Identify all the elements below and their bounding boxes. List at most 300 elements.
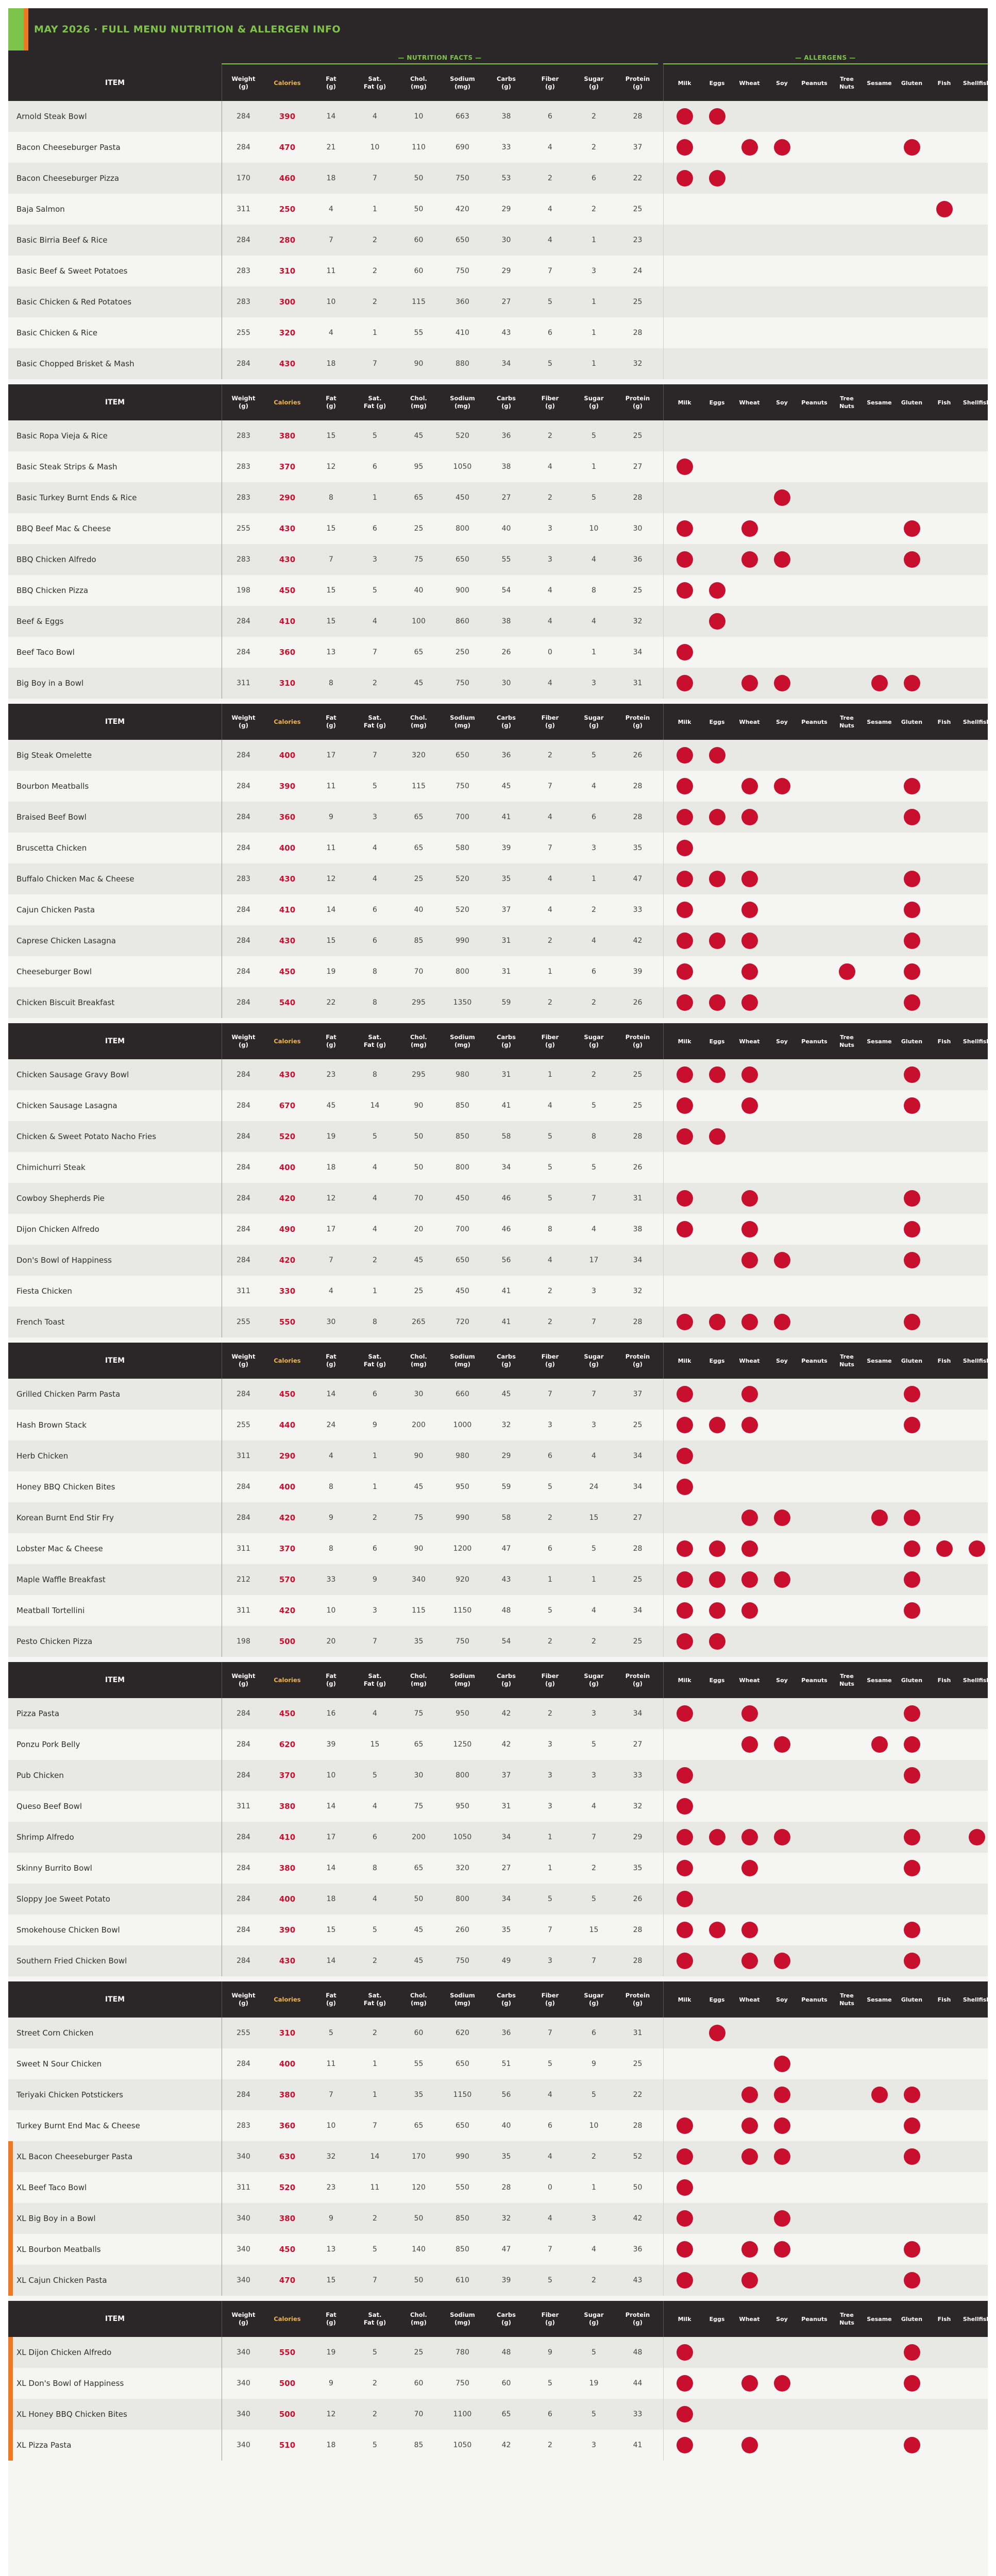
nutrition-value: 28 — [501, 2183, 511, 2192]
column-divider — [663, 1853, 664, 1884]
nutrition-value: 295 — [412, 998, 426, 1007]
column-header-nutrition: Sat. Fat (g) — [363, 1033, 386, 1048]
nutrition-value: 28 — [633, 813, 643, 821]
column-header-nutrition: Weight (g) — [231, 395, 256, 410]
column-divider — [663, 1884, 664, 1914]
allergen-dot — [741, 2272, 758, 2289]
nutrition-value: 34 — [501, 1833, 511, 1841]
allergen-dot — [677, 1417, 693, 1433]
table-row — [8, 1729, 988, 1760]
nutrition-value: 31 — [501, 937, 511, 945]
table-row — [8, 1059, 988, 1090]
nutrition-value: 34 — [633, 1483, 643, 1491]
nutrition-value: 284 — [237, 1390, 250, 1398]
column-header-nutrition: Chol. (mg) — [410, 2311, 427, 2326]
allergen-dot — [774, 139, 790, 156]
column-header-allergen: Tree Nuts — [839, 1034, 854, 1048]
column-header-allergen: Milk — [678, 399, 691, 406]
table-row — [8, 925, 988, 956]
nutrition-value: 0 — [548, 648, 552, 656]
column-divider — [663, 1090, 664, 1121]
nutrition-value: 1 — [373, 2060, 377, 2068]
table-row — [8, 482, 988, 513]
column-header-nutrition: Carbs (g) — [497, 2311, 516, 2326]
column-divider — [663, 668, 664, 699]
column-header-nutrition: Weight (g) — [231, 1992, 256, 2007]
nutrition-value: 284 — [237, 617, 250, 625]
column-header-allergen: Eggs — [709, 79, 725, 87]
nutrition-value: 620 — [455, 2029, 469, 2037]
nutrition-value: 520 — [455, 432, 469, 440]
column-divider — [663, 606, 664, 637]
nutrition-value: 36 — [501, 432, 511, 440]
nutrition-value: 700 — [455, 1225, 469, 1233]
allergen-dot — [741, 1066, 758, 1083]
nutrition-value: 284 — [237, 782, 250, 790]
nutrition-value: 284 — [237, 1771, 250, 1780]
column-header-nutrition: Sugar (g) — [584, 1033, 604, 1048]
item-name: BBQ Chicken Pizza — [16, 586, 89, 595]
column-header-nutrition: Chol. (mg) — [410, 1672, 427, 1687]
nutrition-value: 7 — [329, 2091, 333, 2099]
nutrition-value: 20 — [326, 1637, 336, 1646]
column-divider — [663, 863, 664, 894]
column-header-allergen: Soy — [776, 1996, 788, 2003]
table-row — [8, 1245, 988, 1276]
calories-value: 360 — [279, 2121, 296, 2130]
nutrition-value: 56 — [501, 1256, 511, 1264]
column-divider — [663, 1791, 664, 1822]
nutrition-value: 311 — [237, 1606, 250, 1615]
nutrition-value: 284 — [237, 1256, 250, 1264]
nutrition-value: 22 — [326, 998, 336, 1007]
item-name: XL Bacon Cheeseburger Pasta — [16, 2152, 133, 2161]
calories-value: 440 — [279, 1420, 296, 1430]
column-header-nutrition: Chol. (mg) — [410, 714, 427, 729]
allergen-dot — [709, 1571, 725, 1588]
allergen-dot — [677, 1922, 693, 1938]
table-row — [8, 1595, 988, 1626]
nutrition-value: 59 — [501, 1483, 511, 1491]
item-name: XL Dijon Chicken Alfredo — [16, 2348, 112, 2357]
nutrition-value: 49 — [501, 1957, 511, 1965]
allergen-dot — [709, 1829, 725, 1845]
allergen-dot — [904, 1540, 920, 1557]
column-header-allergen: Tree Nuts — [839, 395, 854, 410]
column-header-nutrition: Calories — [274, 79, 301, 87]
column-header-nutrition: Carbs (g) — [497, 1672, 516, 1687]
nutrition-value: 663 — [455, 112, 469, 121]
nutrition-value: 3 — [592, 679, 596, 687]
allergen-dot — [904, 1705, 920, 1722]
nutrition-value: 950 — [455, 1483, 469, 1491]
nutrition-value: 5 — [373, 1926, 377, 1934]
nutrition-value: 283 — [237, 267, 250, 275]
nutrition-value: 42 — [501, 1740, 511, 1749]
nutrition-value: 800 — [455, 1163, 469, 1172]
nutrition-value: 32 — [501, 1421, 511, 1429]
nutrition-value: 9 — [592, 2060, 596, 2068]
item-name: Southern Fried Chicken Bowl — [16, 1956, 127, 1965]
nutrition-value: 23 — [326, 1071, 336, 1079]
calories-value: 310 — [279, 2028, 296, 2038]
nutrition-value: 650 — [455, 236, 469, 244]
allergen-dot — [741, 963, 758, 980]
nutrition-value: 48 — [501, 2348, 511, 2357]
column-header-nutrition: Calories — [274, 398, 301, 406]
column-header-nutrition: Weight (g) — [231, 1672, 256, 1687]
calories-value: 450 — [279, 586, 296, 595]
column-divider — [663, 2141, 664, 2172]
nutrition-value: 1000 — [453, 1421, 472, 1429]
nutrition-value: 45 — [501, 1390, 511, 1398]
nutrition-value: 1 — [373, 2091, 377, 2099]
item-name: BBQ Beef Mac & Cheese — [16, 524, 111, 533]
nutrition-value: 3 — [548, 1740, 552, 1749]
nutrition-value: 40 — [414, 906, 424, 914]
column-divider — [663, 1276, 664, 1307]
nutrition-value: 340 — [237, 2214, 250, 2223]
table-row — [8, 771, 988, 802]
nutrition-value: 5 — [548, 1606, 552, 1615]
column-header-allergen: Milk — [678, 718, 691, 725]
nutrition-value: 9 — [373, 1575, 377, 1584]
column-header-nutrition: Sodium (mg) — [450, 714, 475, 729]
nutrition-value: 65 — [414, 2122, 424, 2130]
nutrition-value: 750 — [455, 2379, 469, 2387]
allergen-dot — [677, 840, 693, 856]
nutrition-value: 8 — [548, 1225, 552, 1233]
nutrition-value: 311 — [237, 205, 250, 213]
calories-value: 540 — [279, 998, 296, 1007]
column-divider — [663, 894, 664, 925]
column-header-nutrition: Fat (g) — [326, 1353, 336, 1368]
table-row — [8, 740, 988, 771]
allergen-dot — [741, 2117, 758, 2134]
column-header-row — [8, 2301, 991, 2337]
column-header-allergen: Gluten — [901, 1038, 923, 1045]
nutrition-value: 51 — [501, 2060, 511, 2068]
nutrition-value: 140 — [412, 2245, 426, 2253]
nutrition-value: 13 — [326, 2245, 336, 2253]
allergen-dot — [904, 871, 920, 887]
nutrition-value: 8 — [592, 1132, 596, 1141]
column-header-allergen: Soy — [776, 1357, 788, 1364]
nutrition-value: 295 — [412, 1071, 426, 1079]
allergen-dot — [741, 1190, 758, 1207]
column-header-allergen: Wheat — [739, 1996, 760, 2003]
calories-value: 500 — [279, 1637, 296, 1646]
column-header-nutrition: Carbs (g) — [497, 714, 516, 729]
allergen-dot — [904, 902, 920, 918]
nutrition-value: 5 — [373, 1132, 377, 1141]
column-header-allergen: Shellfish — [963, 79, 991, 87]
nutrition-value: 60 — [414, 2379, 424, 2387]
nutrition-value: 23 — [633, 236, 643, 244]
allergen-dot — [677, 108, 693, 125]
table-row — [8, 317, 988, 348]
nutrition-value: 0 — [548, 2183, 552, 2192]
nutrition-value: 2 — [548, 998, 552, 1007]
nutrition-value: 690 — [455, 143, 469, 151]
column-header-allergen: Peanuts — [801, 1038, 828, 1045]
table-row — [8, 256, 988, 286]
item-name: Shrimp Alfredo — [16, 1833, 74, 1842]
allergen-dot — [677, 2406, 693, 2422]
calories-value: 430 — [279, 936, 296, 945]
nutrition-value: 850 — [455, 2214, 469, 2223]
calories-value: 420 — [279, 1256, 296, 1265]
allergen-dot — [904, 1767, 920, 1784]
nutrition-value: 15 — [370, 1740, 380, 1749]
nutrition-value: 120 — [412, 2183, 426, 2192]
column-header-allergen: Eggs — [709, 2315, 725, 2323]
nutrition-value: 54 — [501, 1637, 511, 1646]
nutrition-value: 35 — [633, 844, 643, 852]
item-name: BBQ Chicken Alfredo — [16, 555, 96, 564]
allergen-dot — [677, 871, 693, 887]
nutrition-value: 7 — [329, 1256, 333, 1264]
nutrition-value: 5 — [548, 1163, 552, 1172]
table-row — [8, 1914, 988, 1945]
allergen-dot — [741, 675, 758, 691]
nutrition-value: 22 — [633, 174, 643, 182]
allergen-dot — [741, 139, 758, 156]
column-divider — [663, 1533, 664, 1564]
nutrition-value: 4 — [373, 1895, 377, 1903]
nutrition-value: 6 — [548, 112, 552, 121]
table-row — [8, 1564, 988, 1595]
nutrition-value: 5 — [592, 1895, 596, 1903]
column-header-nutrition: Weight (g) — [231, 1033, 256, 1048]
calories-value: 410 — [279, 1833, 296, 1842]
nutrition-value: 340 — [237, 2245, 250, 2253]
allergen-dot — [904, 2241, 920, 2258]
column-divider — [663, 2048, 664, 2079]
table-row — [8, 2172, 988, 2203]
nutrition-value: 3 — [548, 1421, 552, 1429]
nutrition-value: 12 — [326, 875, 336, 883]
nutrition-value: 48 — [633, 2348, 643, 2357]
column-header-allergen: Wheat — [739, 1676, 760, 1684]
nutrition-value: 3 — [548, 1771, 552, 1780]
nutrition-value: 3 — [548, 555, 552, 564]
allergen-dot — [709, 809, 725, 825]
nutrition-value: 48 — [501, 1606, 511, 1615]
column-header-row — [8, 1023, 991, 1059]
column-divider — [663, 2399, 664, 2430]
column-header-nutrition: Calories — [274, 2315, 301, 2323]
nutrition-value: 39 — [326, 1740, 336, 1749]
calories-value: 400 — [279, 1163, 296, 1172]
column-header-nutrition: Carbs (g) — [497, 1353, 516, 1368]
nutrition-value: 38 — [633, 1225, 643, 1233]
column-header-nutrition: Calories — [274, 1995, 301, 2003]
allergen-dot — [741, 994, 758, 1011]
allergen-dot — [677, 1798, 693, 1815]
nutrition-value: 2 — [548, 1709, 552, 1718]
xl-size-marker — [8, 2172, 13, 2203]
nutrition-value: 2 — [373, 2379, 377, 2387]
column-group-row — [8, 50, 988, 65]
nutrition-value: 3 — [592, 267, 596, 275]
nutrition-value: 255 — [237, 1318, 250, 1326]
allergen-dot — [904, 551, 920, 568]
calories-value: 310 — [279, 679, 296, 688]
nutrition-value: 650 — [455, 2122, 469, 2130]
column-header-nutrition: Sugar (g) — [584, 2311, 604, 2326]
calories-value: 400 — [279, 751, 296, 760]
column-header-item: ITEM — [105, 1675, 125, 1684]
nutrition-value: 284 — [237, 1926, 250, 1934]
column-divider — [663, 575, 664, 606]
nutrition-value: 27 — [633, 1740, 643, 1749]
nutrition-value: 95 — [414, 463, 424, 471]
allergen-dot — [774, 1510, 790, 1526]
column-header-allergen: Gluten — [901, 718, 923, 725]
column-divider — [663, 132, 664, 163]
nutrition-value: 2 — [548, 751, 552, 759]
item-name: Buffalo Chicken Mac & Cheese — [16, 874, 134, 884]
nutrition-value: 42 — [501, 1709, 511, 1718]
nutrition-value: 23 — [326, 2183, 336, 2192]
item-name: Korean Burnt End Stir Fry — [16, 1513, 114, 1522]
column-header-allergen: Shellfish — [963, 1038, 991, 1045]
nutrition-value: 5 — [373, 2245, 377, 2253]
nutrition-value: 5 — [373, 2348, 377, 2357]
nutrition-value: 4 — [373, 617, 377, 625]
allergen-dot — [677, 1540, 693, 1557]
nutrition-value: 920 — [455, 1575, 469, 1584]
xl-size-marker — [8, 2265, 13, 2296]
column-header-row — [8, 65, 991, 101]
nutrition-value: 4 — [548, 2214, 552, 2223]
nutrition-value: 284 — [237, 1132, 250, 1141]
column-header-nutrition: Sat. Fat (g) — [363, 2311, 386, 2326]
nutrition-value: 70 — [414, 2410, 424, 2418]
nutrition-value: 7 — [373, 648, 377, 656]
table-row — [8, 544, 988, 575]
item-name: XL Beef Taco Bowl — [16, 2183, 87, 2192]
xl-size-marker — [8, 2337, 13, 2368]
nutrition-value: 283 — [237, 432, 250, 440]
nutrition-value: 1 — [373, 205, 377, 213]
nutrition-value: 3 — [548, 524, 552, 533]
nutrition-value: 1 — [592, 236, 596, 244]
table-row — [8, 2234, 988, 2265]
column-header-allergen: Shellfish — [963, 718, 991, 725]
column-divider — [663, 451, 664, 482]
xl-size-marker — [8, 2234, 13, 2265]
column-header-nutrition: Sat. Fat (g) — [363, 1672, 386, 1687]
allergen-dot — [709, 613, 725, 630]
column-header-nutrition: Chol. (mg) — [410, 1353, 427, 1368]
table-row — [8, 987, 988, 1018]
nutrition-value: 2 — [373, 2214, 377, 2223]
nutrition-value: 9 — [329, 813, 333, 821]
allergens-group-rule — [663, 63, 988, 64]
nutrition-value: 255 — [237, 1421, 250, 1429]
nutrition-value: 2 — [373, 267, 377, 275]
nutrition-value: 7 — [592, 1957, 596, 1965]
allergen-dot — [741, 1097, 758, 1114]
nutrition-value: 65 — [414, 494, 424, 502]
nutrition-value: 5 — [548, 2060, 552, 2068]
column-header-item: ITEM — [105, 2314, 125, 2323]
allergen-dot — [677, 2241, 693, 2258]
column-header-nutrition: Carbs (g) — [497, 75, 516, 90]
nutrition-value: 55 — [414, 329, 424, 337]
nutrition-value: 2 — [548, 1514, 552, 1522]
allergen-dot — [677, 1953, 693, 1969]
nutrition-value: 45 — [414, 432, 424, 440]
nutrition-value: 46 — [501, 1194, 511, 1202]
nutrition-value: 60 — [501, 2379, 511, 2387]
nutrition-value: 30 — [633, 524, 643, 533]
nutrition-value: 4 — [548, 143, 552, 151]
nutrition-value: 1050 — [453, 2441, 472, 2449]
allergen-dot — [904, 1953, 920, 1969]
allergen-dot — [774, 2056, 790, 2072]
nutrition-value: 2 — [373, 236, 377, 244]
nutrition-value: 25 — [414, 875, 424, 883]
nutrition-value: 320 — [455, 1864, 469, 1872]
column-header-allergen: Soy — [776, 399, 788, 406]
column-header-allergen: Milk — [678, 79, 691, 87]
nutrition-value: 60 — [414, 236, 424, 244]
nutrition-value: 10 — [589, 524, 599, 533]
nutrition-value: 2 — [373, 2029, 377, 2037]
nutrition-value: 50 — [414, 1132, 424, 1141]
column-header-allergen: Wheat — [739, 1038, 760, 1045]
item-name: Caprese Chicken Lasagna — [16, 936, 116, 945]
column-divider — [663, 1440, 664, 1471]
column-header-allergen: Fish — [937, 1357, 951, 1364]
allergen-dot — [677, 1128, 693, 1145]
nutrition-value: 10 — [370, 143, 380, 151]
allergen-dot — [709, 994, 725, 1011]
item-name: Pesto Chicken Pizza — [16, 1637, 93, 1646]
allergen-dot — [904, 1190, 920, 1207]
column-header-nutrition: Weight (g) — [231, 1353, 256, 1368]
item-name: Cowboy Shepherds Pie — [16, 1194, 105, 1203]
column-divider — [663, 1595, 664, 1626]
nutrition-value: 520 — [455, 875, 469, 883]
nutrition-value: 9 — [373, 1421, 377, 1429]
nutrition-value: 3 — [373, 813, 377, 821]
column-header-nutrition: Sat. Fat (g) — [363, 1992, 386, 2007]
table-row — [8, 2110, 988, 2141]
column-header-nutrition: Sodium (mg) — [450, 1033, 475, 1048]
allergen-dot — [774, 778, 790, 794]
nutrition-value: 6 — [548, 1452, 552, 1460]
calories-value: 470 — [279, 143, 296, 152]
column-header-nutrition: Carbs (g) — [497, 1992, 516, 2007]
allergen-dot — [677, 933, 693, 949]
nutrition-value: 2 — [373, 1957, 377, 1965]
nutrition-value: 800 — [455, 1771, 469, 1780]
nutrition-value: 16 — [326, 1709, 336, 1718]
nutrition-value: 4 — [548, 679, 552, 687]
allergen-dot — [904, 1252, 920, 1268]
item-name: Basic Beef & Sweet Potatoes — [16, 266, 128, 276]
nutrition-value: 26 — [633, 751, 643, 759]
nutrition-value: 950 — [455, 1802, 469, 1810]
allergen-dot — [839, 963, 855, 980]
calories-value: 300 — [279, 297, 296, 307]
nutrition-value: 750 — [455, 679, 469, 687]
item-name: Bacon Cheeseburger Pasta — [16, 143, 121, 152]
